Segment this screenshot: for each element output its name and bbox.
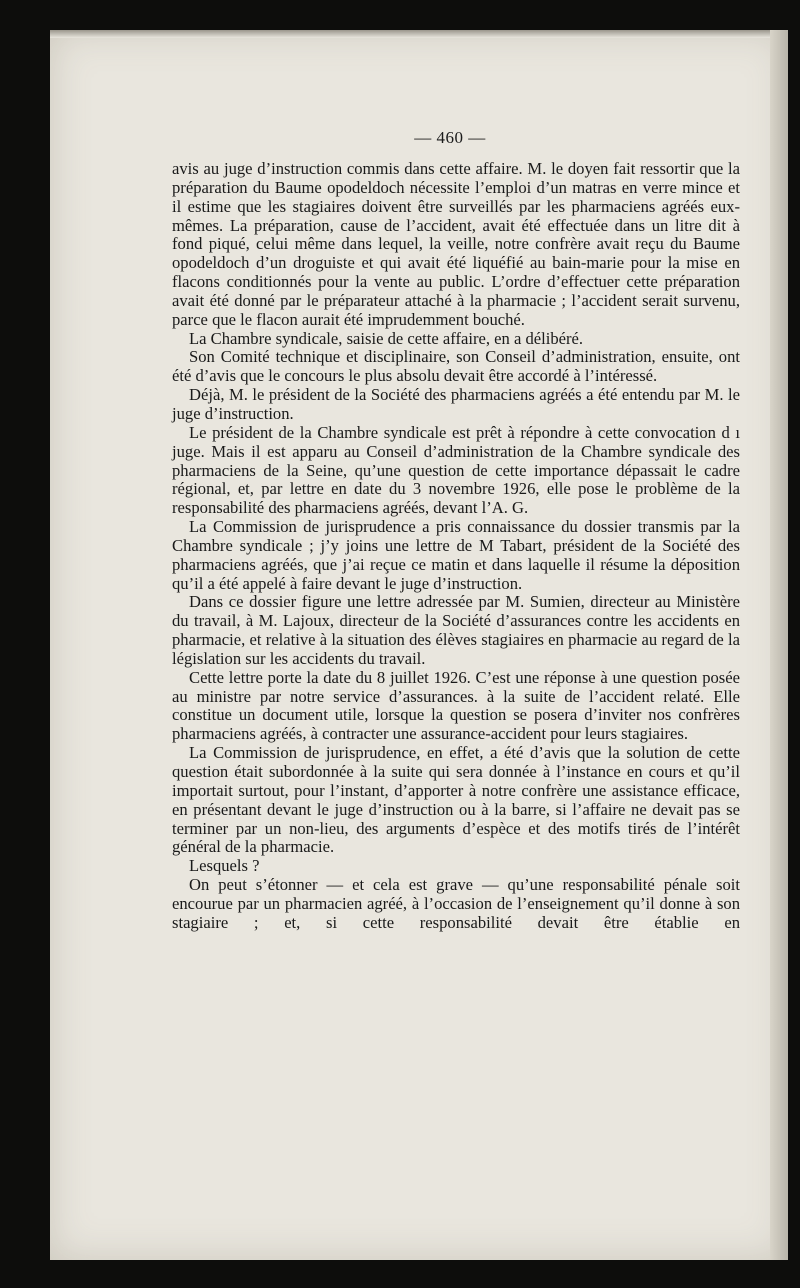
paragraph: La Chambre syndicale, saisie de cette affaire, en a délibéré. <box>189 328 584 348</box>
paragraph: La Commission de jurisprudence a pris connaissance du dossier transmis par la Chambre syndicale ; j’y joins une lettre de M Tabart, président de la Société des pharmaciens agréés, que j’ai reçue ce matin et dans laquelle il résume la déposition qu’il a été appelé à faire devant le juge d’instruction. <box>172 517 740 593</box>
paragraph: Son Comité technique et disciplinaire, son Conseil d’administration, ensuite, ont été d’avis que le concours le plus absolu devait être accordé à l’intéressé. <box>172 347 740 386</box>
paper-right-edge <box>770 30 788 1260</box>
paragraph: On peut s’étonner — et cela est grave — qu’une responsabilité pénale soit encourue par un pharmacien agréé, à l’occasion de l’enseignement qu’il donne à son stagiaire ; et, si cette responsabilité devait être établie en <box>172 875 740 932</box>
paragraph: La Commission de jurisprudence, en effet, a été d’avis que la solution de cette question était subordonnée à la suite qui sera donnée à l’instance en cours et qu’il importait surtout, pour l’instant, d’apporter à notre confrère une assistance efficace, en présentant devant le juge d’instruction ou à la barre, si l’affaire ne devait pas se terminer par un non-lieu, des arguments d’espèce et des motifs tirés de l’intérêt général de la pharmacie. <box>172 743 740 857</box>
paragraph: avis au juge d’instruction commis dans cette affaire. M. le doyen fait ressortir que la préparation du Baume opodeldoch nécessite l’emploi d’un matras en verre mince et il estime que les stagiaires doivent être surveillés par les pharmaciens agréés eux-mêmes. La préparation, cause de l’accident, avait été effectuée dans un litre dit à fond piqué, celui même dans lequel, la veille, notre confrère avait reçu du Baume opodeldoch d’un droguiste et qui avait été liquéfié au bain-marie pour la mise en flacons conditionnés pour la vente au public. L’ordre d’effectuer cette préparation avait été donné par le préparateur attaché à la pharmacie ; l’accident serait survenu, parce que le flacon aurait été imprudemment bouché. <box>172 159 740 329</box>
page-number: — 460 — <box>414 128 486 147</box>
paragraph: Le président de la Chambre syndicale est prêt à répondre à cette convocation d ı juge. Mais il est apparu au Conseil d’administration de la Chambre syndicale des pharmaciens de la Seine, qu’une question de cette importance dépassait le cadre régional, et, par lettre en date du 3 novembre 1926, elle pose le problème de la responsabilité des pharmaciens agréés, devant l’A. G. <box>172 422 740 518</box>
paper-top-edge <box>50 30 788 38</box>
paragraph: Dans ce dossier figure une lettre adressée par M. Sumien, directeur au Ministère du travail, à M. Lajoux, directeur de la Société d’assurances contre les accidents en pharmacie, et relative à la situation des élèves stagiaires en pharmacie au regard de la législation sur les accidents du travail. <box>172 592 740 668</box>
paragraph: Cette lettre porte la date du 8 juillet 1926. C’est une réponse à une question posée au ministre par notre service d’assurances. à la suite de l’accident relaté. Elle constitue un document utile, lorsque la question se posera d’inviter nos confrères pharmaciens agréés, à contracter une assurance-accident pour leurs stagiaires. <box>172 667 740 744</box>
body-text <box>172 160 740 933</box>
paragraph: Déjà, M. le président de la Société des pharmaciens agréés a été entendu par M. le juge d’instruction. <box>172 385 740 423</box>
paragraph: Lesquels ? <box>189 856 260 876</box>
